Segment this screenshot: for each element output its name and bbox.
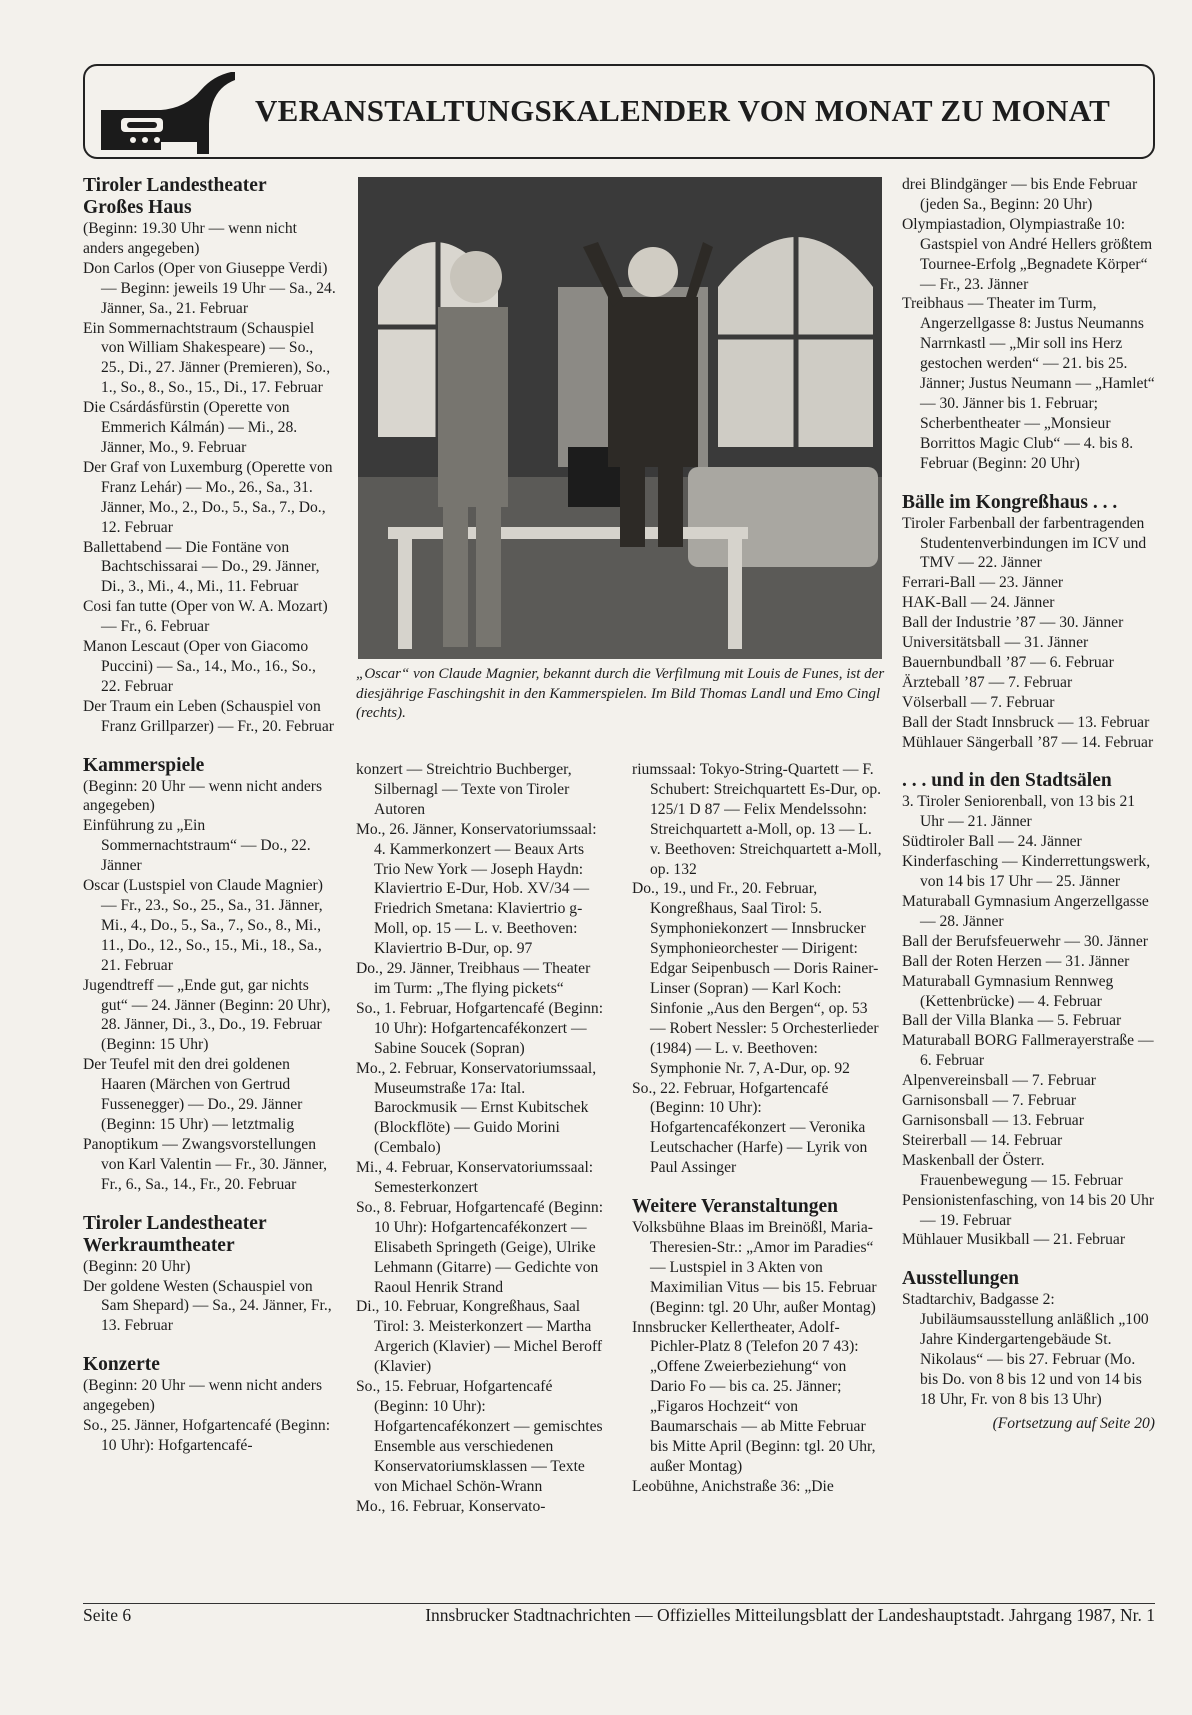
trumpet-icon — [93, 70, 243, 156]
list-item: Pensionistenfasching, von 14 bis 20 Uhr — 19. Februar — [902, 1191, 1155, 1229]
calendar-header — [83, 64, 1155, 159]
section-title: Tiroler Landestheater — [83, 175, 267, 196]
list-item: HAK-Ball — 24. Jänner — [902, 594, 1055, 612]
list-item: Alpenvereinsball — 7. Februar — [902, 1072, 1097, 1090]
list-item: Mo., 26. Jänner, Konservatoriumssaal: 4. Kammerkonzert — Beaux Arts Trio New York — Joseph Haydn: Klaviertrio E-Dur, Hob. XV/34 — Friedrich Smetana: Klaviertrio g-Moll, op. 15 — L. v. Beethoven: Klaviertrio B-Dur, op. 97 — [356, 820, 597, 958]
list-item: Olympiastadion, Olympiastraße 10: Gastspiel von André Hellers größtem Tournee-Erfolg „Begnadete Körper“ — Fr., 23. Jänner — [902, 215, 1153, 293]
list-item: So., 15. Februar, Hofgartencafé (Beginn: 10 Uhr): Hofgartencafékonzert — gemischtes Ensemble aus verschiedenen Konservatoriumsklassen — Texte von Michael Schön-Wrann — [356, 1378, 603, 1495]
column-1 — [83, 175, 338, 1456]
section-begin: (Beginn: 20 Uhr — wenn nicht anders angegeben) — [83, 777, 323, 815]
section-title: Kammerspiele — [83, 754, 205, 776]
list-item: Kinderfasching — Kinderrettungswerk, von 14 bis 17 Uhr — 25. Jänner — [902, 853, 1151, 891]
list-item: Ball der Roten Herzen — 31. Jänner — [902, 952, 1130, 970]
list-item: Der Teufel mit den drei goldenen Haaren (Märchen von Gertrud Fussenegger) — Do., 29. Jänner (Beginn: 15 Uhr) — letztmalig — [83, 1056, 303, 1133]
list-item: Ball der Berufsfeuerwehr — 30. Jänner — [902, 932, 1148, 950]
list-item: Do., 19., und Fr., 20. Februar, Kongreßhaus, Saal Tirol: 5. Symphoniekonzert — Innsbrucker Symphonieorchester — Dirigent: Edgar Seipenbusch — Doris Rainer-Linser (Sopran) — Karl Koch: Sinfonie „Aus den Bergen“, op. 53 — Robert Nessler: 5 Orchesterlieder (1984) — L. v. Beethoven: Symphonie Nr. 7, A-Dur, op. 92 — [632, 880, 879, 1077]
list-item: Bauernbundball ’87 — 6. Februar — [902, 653, 1114, 671]
section-title: . . . und in den Stadtsälen — [902, 770, 1112, 792]
list-item: Leobühne, Anichstraße 36: „Die — [632, 1477, 834, 1495]
list-item: Panoptikum — Zwangsvorstellungen von Karl Valentin — Fr., 30. Jänner, Fr., 6., Sa., 14., Fr., 20. Februar — [83, 1135, 328, 1193]
list-item: Der Graf von Luxemburg (Operette von Franz Lehár) — Mo., 26., Sa., 31. Jänner, Mo., 2., Do., 5., Sa., 7., Do., 12. Februar — [83, 458, 333, 536]
list-item: Maturaball Gymnasium Rennweg (Kettenbrücke) — 4. Februar — [902, 972, 1114, 1010]
section-title: Bälle im Kongreßhaus . . . — [902, 491, 1118, 513]
list-item: Universitätsball — 31. Jänner — [902, 634, 1089, 652]
list-item: Cosi fan tutte (Oper von W. A. Mozart) — Fr., 6. Februar — [83, 598, 328, 636]
list-item: Innsbrucker Kellertheater, Adolf-Pichler-Platz 8 (Telefon 20 7 43): „Offene Zweierbeziehung“ von Dario Fo — bis ca. 25. Jänner; „Figaros Hochzeit“ von Baumarschais — ab Mitte Februar bis Mitte April (Beginn: tgl. 20 Uhr, außer Montag) — [632, 1318, 876, 1475]
list-item: 3. Tiroler Seniorenball, von 13 bis 21 Uhr — 21. Jänner — [902, 793, 1136, 831]
list-item: Die Csárdásfürstin (Operette von Emmerich Kálmán) — Mi., 28. Jänner, Mo., 9. Februar — [83, 399, 298, 456]
list-item: Ärzteball ’87 — 7. Februar — [902, 673, 1073, 691]
list-item: Ferrari-Ball — 23. Jänner — [902, 574, 1064, 592]
list-item: Einführung zu „Ein Sommernachtstraum“ — Do., 22. Jänner — [83, 817, 311, 875]
list-item: Don Carlos (Oper von Giuseppe Verdi) — Beginn: jeweils 19 Uhr — Sa., 24. Jänner, Sa., 21. Februar — [83, 259, 336, 317]
list-item: Mühlauer Musikball — 21. Februar — [902, 1231, 1126, 1249]
list-item: Garnisonsball — 7. Februar — [902, 1092, 1077, 1110]
section-begin: (Beginn: 20 Uhr) — [83, 1257, 191, 1275]
section-begin: (Beginn: 20 Uhr — wenn nicht anders angegeben) — [83, 1377, 323, 1415]
list-item: So., 8. Februar, Hofgartencafé (Beginn: 10 Uhr): Hofgartencafékonzert — Elisabeth Springeth (Geige), Ulrike Lehmann (Gitarre) — Gedichte von Raoul Henrik Strand — [356, 1198, 604, 1296]
list-item: Jugendtreff — „Ende gut, gar nichts gut“ — 24. Jänner (Beginn: 20 Uhr), 28. Jänner, Di., 3., Do., 19. Februar (Beginn: 15 Uhr) — [83, 976, 331, 1054]
list-item: Ball der Industrie ’87 — 30. Jänner — [902, 614, 1124, 632]
list-item: Der goldene Westen (Schauspiel von Sam Shepard) — Sa., 24. Jänner, Fr., 13. Februar — [83, 1277, 332, 1335]
list-item: Völserball — 7. Februar — [902, 693, 1055, 711]
list-item: So., 1. Februar, Hofgartencafé (Beginn: 10 Uhr): Hofgartencafékonzert — Sabine Soucek (Sopran) — [356, 999, 604, 1057]
continued-note: (Fortsetzung auf Seite 20) — [992, 1414, 1155, 1432]
footer-divider — [83, 1603, 1155, 1604]
list-item: Der Traum ein Leben (Schauspiel von Franz Grillparzer) — Fr., 20. Februar — [83, 697, 334, 735]
list-item: Treibhaus — Theater im Turm, Angerzellgasse 8: Justus Neumanns Narrnkastl — „Mir soll ins Herz gestochen werden“ — 21. bis 25. Jänner; Justus Neumann — „Hamlet“ — 30. Jänner bis 1. Februar; Scherbentheater — „Monsieur Borrittos Magic Club“ — 4. bis 8. Februar (Beginn: 20 Uhr) — [902, 295, 1155, 472]
list-item: Oscar (Lustspiel von Claude Magnier) — Fr., 23., So., 25., Sa., 31. Jänner, Mi., 4., Do., 5., Sa., 7., So., 8., Mi., 11., Do., 12., So., 15., Mi., 18., Sa., 21. Februar — [83, 877, 323, 974]
list-item: Ballettabend — Die Fontäne von Bachtschissarai — Do., 29. Jänner, Di., 3., Mi., 4., Mi., 11. Februar — [83, 538, 320, 596]
section-title: Weitere Veranstaltungen — [632, 1196, 839, 1218]
section-title: Großes Haus — [83, 197, 192, 218]
list-item: Manon Lescaut (Oper von Giacomo Puccini) — Sa., 14., Mo., 16., So., 22. Februar — [83, 638, 316, 695]
list-item: Maturaball Gymnasium Angerzellgasse — 28. Jänner — [902, 893, 1149, 930]
list-item: Volksbühne Blaas im Breinößl, Maria-Theresien-Str.: „Amor im Paradies“ — Lustspiel in 3 Akten von Maximilian Vitus — bis 15. Februar (Beginn: tgl. 20 Uhr, außer Montag) — [632, 1219, 877, 1316]
publication-line: Innsbrucker Stadtnachrichten — Offizielles Mitteilungsblatt der Landeshauptstadt. Jahrgang 1987, Nr. 1 — [425, 1605, 1155, 1625]
section-title: Tiroler Landestheater — [83, 1212, 267, 1234]
list-item: Mi., 4. Februar, Konservatoriumssaal: Semesterkonzert — [356, 1159, 594, 1197]
list-item: Maturaball BORG Fallmerayerstraße — 6. Februar — [902, 1032, 1154, 1070]
section-begin: (Beginn: 19.30 Uhr — wenn nicht anders angegeben) — [83, 220, 297, 257]
list-item: Ball der Stadt Innsbruck — 13. Februar — [902, 713, 1150, 731]
list-item: Ein Sommernachtstraum (Schauspiel von William Shakespeare) — So., 25., Di., 27. Jänner (Premieren), So., 1., So., 8., So., 15., Di., 17. Februar — [83, 319, 331, 397]
section-title: Ausstellungen — [902, 1268, 1020, 1290]
column-2 — [356, 760, 606, 1516]
stage-photo-image — [358, 177, 882, 659]
list-item: Mo., 2. Februar, Konservatoriumssaal, Museumstraße 17a: Ital. Barockmusik — Ernst Kubitschek (Blockflöte) — Guido Morini (Cembalo) — [356, 1059, 597, 1157]
list-item: konzert — Streichtrio Buchberger, Silbernagl — Texte von Tiroler Autoren — [356, 761, 572, 818]
list-item: Do., 29. Jänner, Treibhaus — Theater im Turm: „The flying pickets“ — [356, 960, 591, 997]
photo-caption: „Oscar“ von Claude Magnier, bekannt durch die Verfilmung mit Louis de Funes, ist der diesjährige Faschingshit in den Kammerspielen. Im Bild Thomas Landl und Emo Cingl (rechts). — [356, 666, 885, 721]
list-item: Mühlauer Sängerball ’87 — 14. Februar — [902, 733, 1154, 751]
list-item: Stadtarchiv, Badgasse 2: Jubiläumsausstellung anläßlich „100 Jahre Kindergartengebäude St. Nikolaus“ — bis 27. Februar (Mo. bis Do. von 8 bis 12 und von 14 bis 18 Uhr, Fr. von 8 bis 13 Uhr) — [902, 1291, 1149, 1408]
list-item: Mo., 16. Februar, Konservato- — [356, 1497, 546, 1515]
column-4 — [902, 175, 1155, 1434]
section-title: Konzerte — [83, 1354, 160, 1376]
list-item: Garnisonsball — 13. Februar — [902, 1111, 1084, 1129]
list-item: Di., 10. Februar, Kongreßhaus, Saal Tirol: 3. Meisterkonzert — Martha Argerich (Klavier) — Michel Beroff (Klavier) — [356, 1298, 603, 1376]
section-title: Werkraumtheater — [83, 1234, 235, 1256]
list-item: Steirerball — 14. Februar — [902, 1131, 1063, 1149]
list-item: Ball der Villa Blanka — 5. Februar — [902, 1012, 1122, 1030]
page-title: VERANSTALTUNGSKALENDER VON MONAT ZU MONAT — [255, 93, 1111, 128]
column-3 — [632, 760, 885, 1497]
stage-photo — [358, 177, 882, 659]
list-item: riumssaal: Tokyo-String-Quartett — F. Schubert: Streichquartett Es-Dur, op. 125/1 D 87 — Felix Mendelssohn: Streichquartett a-Moll, op. 13 — L. v. Beethoven: Streichquartett a-Moll, op. 132 — [632, 761, 882, 878]
list-item: So., 22. Februar, Hofgartencafé (Beginn: 10 Uhr): Hofgartencafékonzert — Veronika Leutschacher (Harfe) — Lyrik von Paul Assinger — [632, 1079, 868, 1177]
list-item: drei Blindgänger — bis Ende Februar (jeden Sa., Beginn: 20 Uhr) — [902, 176, 1138, 213]
page-number: Seite 6 — [83, 1605, 132, 1625]
list-item: Südtiroler Ball — 24. Jänner — [902, 833, 1082, 851]
list-item: So., 25. Jänner, Hofgartencafé (Beginn: 10 Uhr): Hofgartencafé- — [83, 1417, 331, 1454]
list-item: Tiroler Farbenball der farbentragenden Studentenverbindungen im ICV und TMV — 22. Jänner — [902, 514, 1147, 572]
list-item: Maskenball der Österr. Frauenbewegung — 15. Februar — [902, 1151, 1123, 1189]
